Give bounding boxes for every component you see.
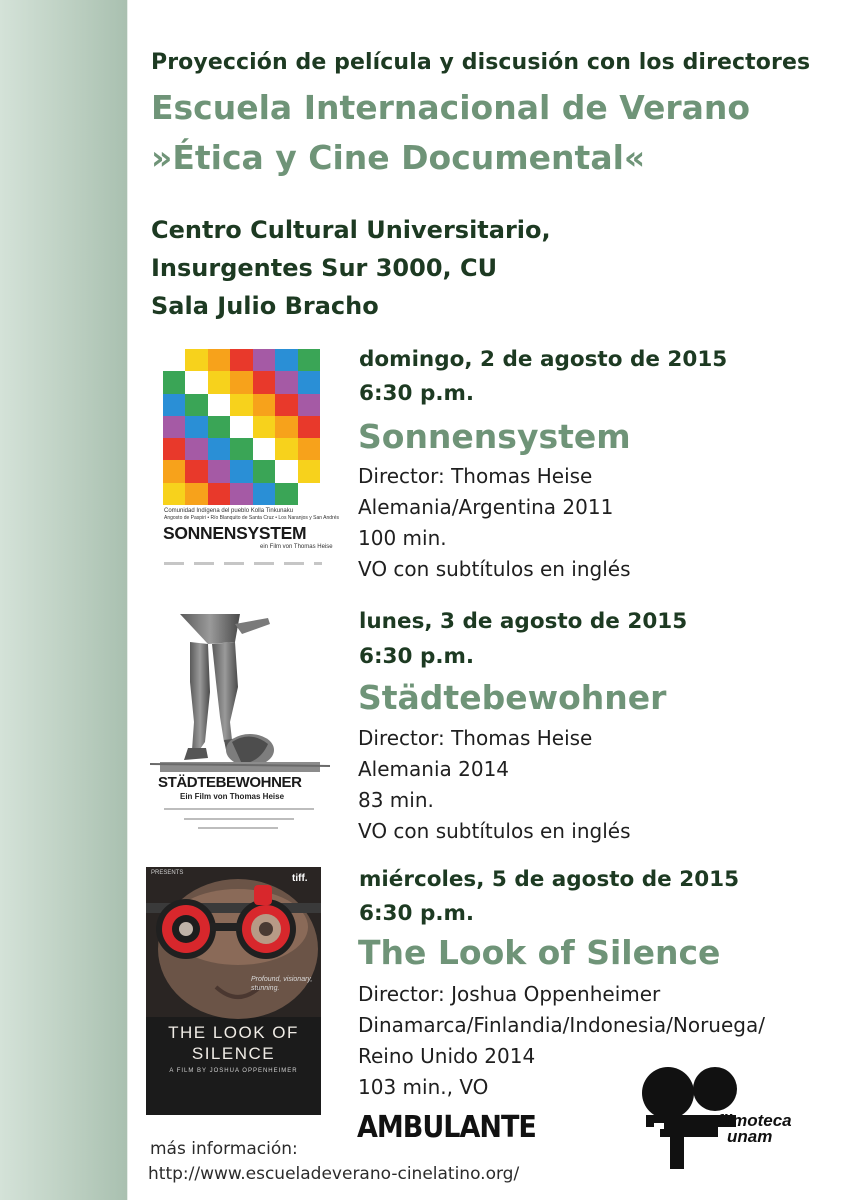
ambulante-logo: AMBULANTE xyxy=(357,1110,536,1145)
poster-stadtebewohner xyxy=(150,612,330,845)
mosaic-tile xyxy=(275,371,297,393)
mosaic-tile xyxy=(163,394,185,416)
mosaic-tile xyxy=(275,483,297,505)
mosaic-tile xyxy=(298,438,320,460)
mosaic-tile xyxy=(275,438,297,460)
mosaic-tile xyxy=(230,394,252,416)
mosaic-tile xyxy=(298,483,320,505)
mosaic-tile xyxy=(253,483,275,505)
event-1-language: VO con subtítulos en inglés xyxy=(358,557,631,581)
event-2-date: lunes, 3 de agosto de 2015 xyxy=(359,609,688,634)
side-band-edge xyxy=(127,0,128,1200)
event-1-duration: 100 min. xyxy=(358,526,447,550)
event-3-title: The Look of Silence xyxy=(358,933,721,972)
venue-line-3: Sala Julio Bracho xyxy=(151,292,379,320)
poster-credits xyxy=(184,818,294,820)
poster-caption: Comunidad Indígena del pueblo Kolla Tinkunaku xyxy=(164,508,294,514)
event-3-country: Dinamarca/Finlandia/Indonesia/Noruega/ xyxy=(358,1013,765,1037)
poster-subcaption: Angosto de Paspiri • Río Blanquito de Santa Cruz • Los Naranjos y San Andrés xyxy=(164,515,339,521)
event-1-director: Director: Thomas Heise xyxy=(358,464,593,488)
event-1-country: Alemania/Argentina 2011 xyxy=(358,495,614,519)
mosaic-tile xyxy=(163,371,185,393)
school-theme: »Ética y Cine Documental« xyxy=(151,138,646,177)
mosaic-tile xyxy=(253,460,275,482)
mosaic-tile xyxy=(298,394,320,416)
mosaic-tile xyxy=(208,483,230,505)
venue-line-1: Centro Cultural Universitario, xyxy=(151,216,551,244)
mosaic-tile xyxy=(163,483,185,505)
mosaic-tile xyxy=(275,416,297,438)
poster-tagline: PRESENTS xyxy=(151,870,184,876)
poster-title xyxy=(146,1022,321,1064)
event-1-date: domingo, 2 de agosto de 2015 xyxy=(359,347,728,372)
event-3-duration: 103 min., VO xyxy=(358,1075,489,1099)
mosaic-tile xyxy=(208,416,230,438)
mosaic-tile xyxy=(163,460,185,482)
venue-line-2: Insurgentes Sur 3000, CU xyxy=(151,254,498,282)
filmoteca-logo-text xyxy=(717,1113,792,1145)
glasses-portrait-illustration xyxy=(146,867,321,1017)
event-2-duration: 83 min. xyxy=(358,788,434,812)
event-2-language: VO con subtítulos en inglés xyxy=(358,819,631,843)
mosaic-tile xyxy=(230,438,252,460)
poster-sonnensystem xyxy=(160,346,339,574)
statue-illustration xyxy=(150,612,330,772)
poster-title-line-1: THE LOOK OF xyxy=(168,1023,299,1042)
mosaic-tile xyxy=(230,349,252,371)
mosaic-tile xyxy=(230,371,252,393)
mosaic-tile xyxy=(163,438,185,460)
mosaic-tile xyxy=(163,416,185,438)
mosaic-tile xyxy=(208,438,230,460)
poster-title: STÄDTEBEWOHNER xyxy=(158,774,302,791)
poster-title-line-2: SILENCE xyxy=(191,1044,276,1063)
event-2-title: Städtebewohner xyxy=(358,678,667,717)
mosaic-tile xyxy=(253,371,275,393)
color-mosaic xyxy=(163,349,320,505)
mosaic-tile xyxy=(185,349,207,371)
mosaic-tile xyxy=(253,416,275,438)
event-2-director: Director: Thomas Heise xyxy=(358,726,593,750)
website-link[interactable]: http://www.escueladeverano-cinelatino.org/ xyxy=(148,1164,520,1184)
poster-byline: ein Film von Thomas Heise xyxy=(260,544,333,550)
mosaic-tile xyxy=(185,438,207,460)
poster-byline: A FILM BY JOSHUA OPPENHEIMER xyxy=(169,1068,298,1074)
mosaic-tile xyxy=(230,460,252,482)
event-3-country-cont: Reino Unido 2014 xyxy=(358,1044,536,1068)
venue-address xyxy=(151,211,551,325)
mosaic-tile xyxy=(208,460,230,482)
event-subtitle: Proyección de película y discusión con los directores xyxy=(151,50,811,75)
mosaic-tile xyxy=(253,349,275,371)
poster-look-of-silence xyxy=(146,867,321,1115)
mosaic-tile xyxy=(208,371,230,393)
filmoteca-line-2: unam xyxy=(727,1127,773,1146)
mosaic-tile xyxy=(208,349,230,371)
poster-credits xyxy=(164,808,314,810)
mosaic-tile xyxy=(230,483,252,505)
event-2-country: Alemania 2014 xyxy=(358,757,510,781)
mosaic-tile xyxy=(208,394,230,416)
poster-quote: Profound, visionary, stunning. xyxy=(251,976,313,992)
mosaic-tile xyxy=(185,483,207,505)
mosaic-tile xyxy=(298,349,320,371)
mosaic-tile xyxy=(185,394,207,416)
school-title: Escuela Internacional de Verano xyxy=(151,88,751,127)
mosaic-tile xyxy=(298,371,320,393)
mosaic-tile xyxy=(298,416,320,438)
side-band xyxy=(0,0,127,1200)
mosaic-tile xyxy=(185,416,207,438)
poster-festival: tiff. xyxy=(292,873,308,884)
poster-credits xyxy=(164,562,322,565)
filmoteca-line-1: filmoteca xyxy=(717,1111,792,1130)
more-info-label: más información: xyxy=(150,1139,298,1159)
event-3-director: Director: Joshua Oppenheimer xyxy=(358,982,661,1006)
mosaic-tile xyxy=(275,394,297,416)
mosaic-tile xyxy=(185,460,207,482)
poster-title: SONNENSYSTEM xyxy=(163,523,307,543)
poster-byline: Ein Film von Thomas Heise xyxy=(180,792,285,801)
mosaic-tile xyxy=(275,349,297,371)
event-1-time: 6:30 p.m. xyxy=(359,381,475,406)
mosaic-tile xyxy=(275,460,297,482)
mosaic-tile xyxy=(230,416,252,438)
poster-credits xyxy=(198,827,278,829)
mosaic-tile xyxy=(253,438,275,460)
event-1-title: Sonnensystem xyxy=(358,417,631,456)
mosaic-tile xyxy=(163,349,185,371)
event-3-time: 6:30 p.m. xyxy=(359,901,475,926)
event-2-time: 6:30 p.m. xyxy=(359,644,475,669)
mosaic-tile xyxy=(185,371,207,393)
event-3-date: miércoles, 5 de agosto de 2015 xyxy=(359,867,740,892)
mosaic-tile xyxy=(298,460,320,482)
mosaic-tile xyxy=(253,394,275,416)
